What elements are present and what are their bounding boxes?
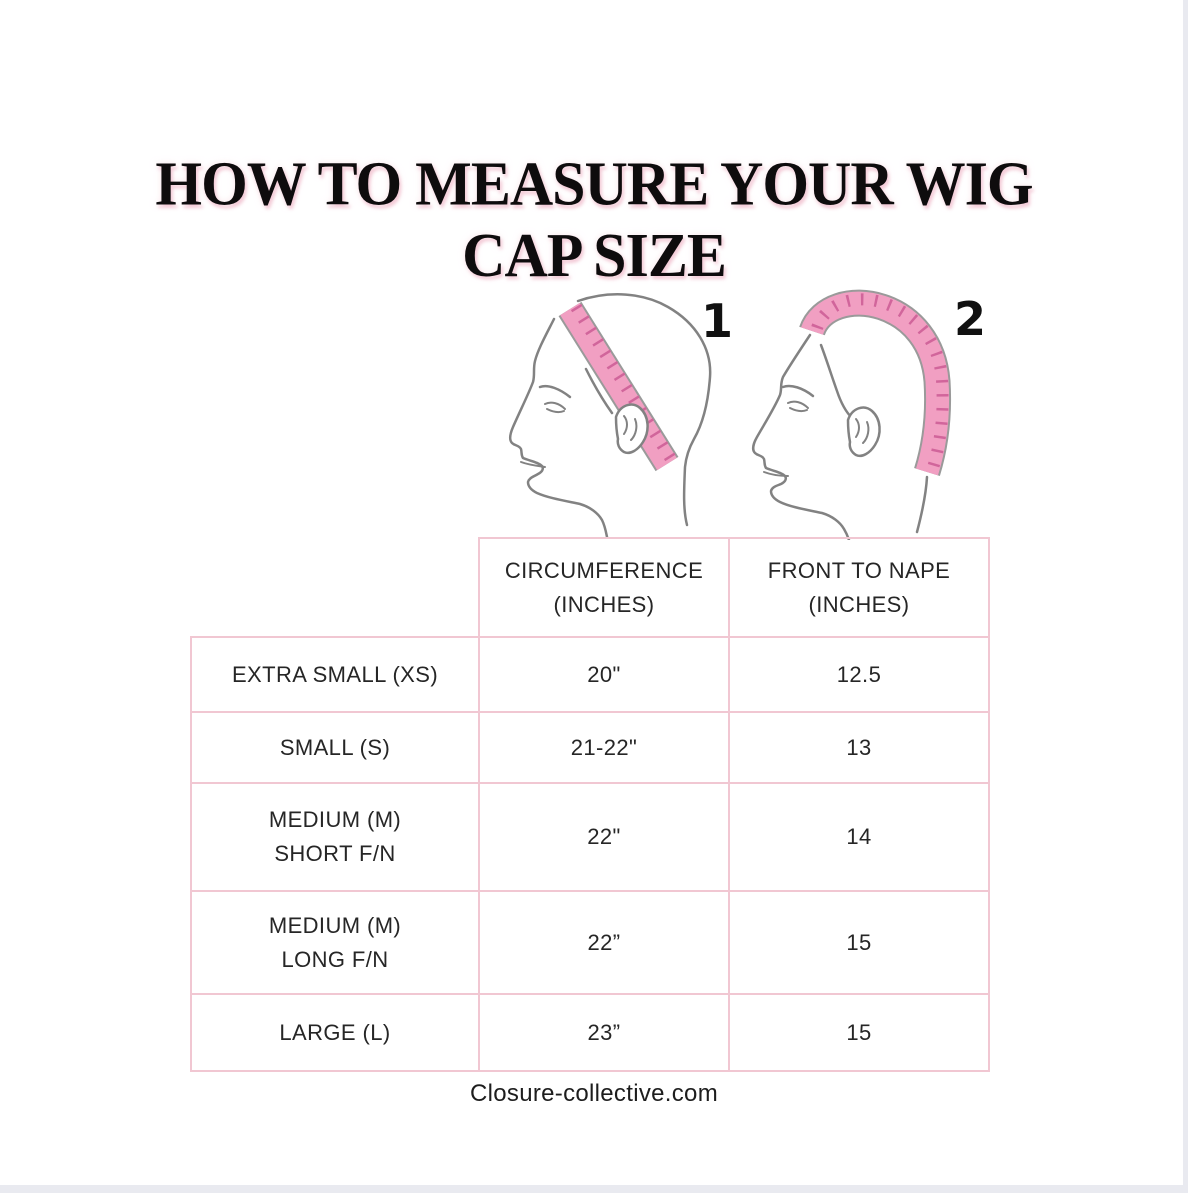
head-2-eye <box>788 402 808 411</box>
head-2-neck-back <box>917 477 927 532</box>
circumference-cell: 22” <box>479 891 729 994</box>
table-row-medium-short <box>191 783 989 891</box>
size-column-header <box>191 538 479 637</box>
size-cell: EXTRA SMALL (XS) <box>191 637 479 712</box>
front-to-nape-column-header: FRONT TO NAPE (INCHES) <box>729 538 989 637</box>
circumference-cell: 21-22" <box>479 712 729 783</box>
right-edge-strip <box>1183 0 1188 1193</box>
head-2-eyebrow <box>783 386 813 396</box>
head-2-face-profile <box>753 335 849 540</box>
front-to-nape-cell: 12.5 <box>729 637 989 712</box>
front-to-nape-cell: 15 <box>729 994 989 1071</box>
front-to-nape-cell: 13 <box>729 712 989 783</box>
page-title <box>0 148 1188 291</box>
table-row-extra-small <box>191 637 989 712</box>
bottom-edge-strip <box>0 1185 1188 1193</box>
table-header-row <box>191 538 989 637</box>
circumference-cell: 20" <box>479 637 729 712</box>
circumference-column-header: CIRCUMFERENCE (INCHES) <box>479 538 729 637</box>
figure-1-label: 1 <box>700 294 734 348</box>
table-row-large <box>191 994 989 1071</box>
front-to-nape-cell: 15 <box>729 891 989 994</box>
size-cell: LARGE (L) <box>191 994 479 1071</box>
head-profile-2-illustration <box>753 335 927 540</box>
head-profile-1-illustration <box>510 294 710 537</box>
size-table <box>190 537 990 1072</box>
front-to-nape-cell: 14 <box>729 783 989 891</box>
head-2-ear <box>848 408 880 456</box>
circumference-cell: 23” <box>479 994 729 1071</box>
size-cell: MEDIUM (M) LONG F/N <box>191 891 479 994</box>
table-row-medium-long <box>191 891 989 994</box>
title-line-2: CAP SIZE <box>462 220 726 290</box>
measurement-diagram <box>490 285 990 540</box>
front-to-nape-tape-icon <box>812 299 943 472</box>
circumference-cell: 22" <box>479 783 729 891</box>
size-cell: MEDIUM (M) SHORT F/N <box>191 783 479 891</box>
website-url: Closure-collective.com <box>469 1080 718 1107</box>
figure-2-label: 2 <box>953 292 987 346</box>
head-1-eye <box>545 403 565 412</box>
title-line-1: HOW TO MEASURE YOUR WIG <box>155 149 1033 219</box>
head-1-eyebrow <box>540 386 570 397</box>
head-2-hairline <box>821 345 852 418</box>
size-cell: SMALL (S) <box>191 712 479 783</box>
table-row-small <box>191 712 989 783</box>
